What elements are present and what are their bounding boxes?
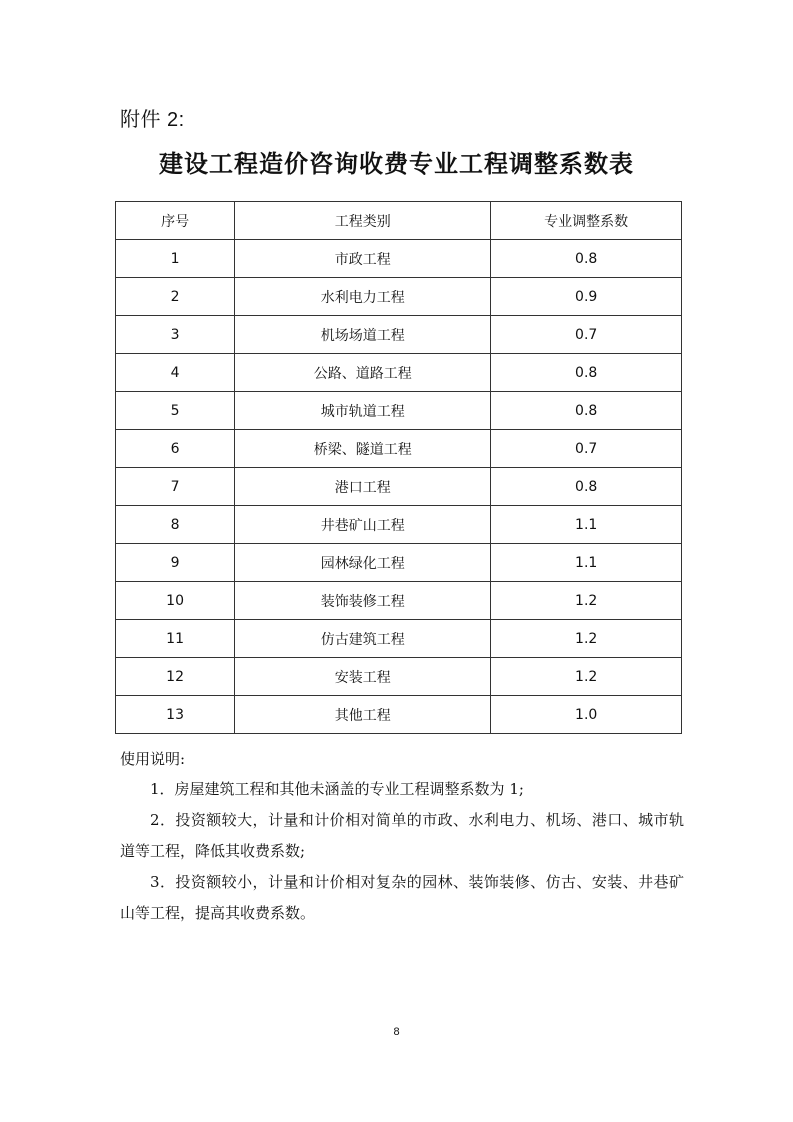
row-coefficient: 0.8 xyxy=(491,240,682,278)
row-category: 仿古建筑工程 xyxy=(235,620,491,658)
row-category: 城市轨道工程 xyxy=(235,392,491,430)
row-coefficient: 1.2 xyxy=(491,582,682,620)
table-row xyxy=(116,392,682,430)
usage-notes-title: 使用说明: xyxy=(120,750,186,768)
row-number: 5 xyxy=(116,392,235,430)
table-row xyxy=(116,658,682,696)
page-title: 建设工程造价咨询收费专业工程调整系数表 xyxy=(159,150,634,178)
column-header-coefficient: 专业调整系数 xyxy=(491,202,682,240)
table-row xyxy=(116,468,682,506)
row-number: 7 xyxy=(116,468,235,506)
row-number: 13 xyxy=(116,696,235,734)
table-row xyxy=(116,582,682,620)
row-category: 装饰装修工程 xyxy=(235,582,491,620)
page-number: 8 xyxy=(393,1026,400,1038)
row-category: 市政工程 xyxy=(235,240,491,278)
coefficient-table xyxy=(115,201,682,734)
row-category: 水利电力工程 xyxy=(235,278,491,316)
row-number: 10 xyxy=(116,582,235,620)
row-category: 机场场道工程 xyxy=(235,316,491,354)
table-row xyxy=(116,354,682,392)
table-row xyxy=(116,278,682,316)
row-category: 桥梁、隧道工程 xyxy=(235,430,491,468)
row-coefficient: 1.0 xyxy=(491,696,682,734)
row-number: 3 xyxy=(116,316,235,354)
table-header-row xyxy=(116,202,682,240)
row-coefficient: 1.1 xyxy=(491,506,682,544)
row-coefficient: 0.8 xyxy=(491,468,682,506)
column-header-no: 序号 xyxy=(116,202,235,240)
table-row xyxy=(116,696,682,734)
row-number: 12 xyxy=(116,658,235,696)
row-coefficient: 0.8 xyxy=(491,392,682,430)
usage-note-item: 1．房屋建筑工程和其他未涵盖的专业工程调整系数为 1; xyxy=(150,780,524,798)
row-number: 6 xyxy=(116,430,235,468)
row-number: 1 xyxy=(116,240,235,278)
row-coefficient: 0.7 xyxy=(491,316,682,354)
usage-note-item: 2．投资额较大，计量和计价相对简单的市政、水利电力、机场、港口、城市轨道等工程，降低其收费系数; xyxy=(120,811,684,860)
table-row xyxy=(116,544,682,582)
table-row xyxy=(116,620,682,658)
row-coefficient: 0.9 xyxy=(491,278,682,316)
row-category: 其他工程 xyxy=(235,696,491,734)
row-number: 9 xyxy=(116,544,235,582)
row-category: 园林绿化工程 xyxy=(235,544,491,582)
table-row xyxy=(116,430,682,468)
table-row xyxy=(116,506,682,544)
table-row xyxy=(116,240,682,278)
row-coefficient: 1.2 xyxy=(491,620,682,658)
row-coefficient: 0.8 xyxy=(491,354,682,392)
row-category: 公路、道路工程 xyxy=(235,354,491,392)
usage-notes xyxy=(120,744,684,929)
row-category: 井巷矿山工程 xyxy=(235,506,491,544)
column-header-category: 工程类别 xyxy=(235,202,491,240)
row-coefficient: 1.2 xyxy=(491,658,682,696)
row-number: 11 xyxy=(116,620,235,658)
row-coefficient: 1.1 xyxy=(491,544,682,582)
row-category: 安装工程 xyxy=(235,658,491,696)
row-category: 港口工程 xyxy=(235,468,491,506)
table-row xyxy=(116,316,682,354)
attachment-label: 附件 2: xyxy=(120,109,185,131)
row-number: 8 xyxy=(116,506,235,544)
row-number: 2 xyxy=(116,278,235,316)
row-coefficient: 0.7 xyxy=(491,430,682,468)
usage-note-item: 3．投资额较小，计量和计价相对复杂的园林、装饰装修、仿古、安装、井巷矿山等工程，提高其收费系数。 xyxy=(120,873,684,922)
row-number: 4 xyxy=(116,354,235,392)
